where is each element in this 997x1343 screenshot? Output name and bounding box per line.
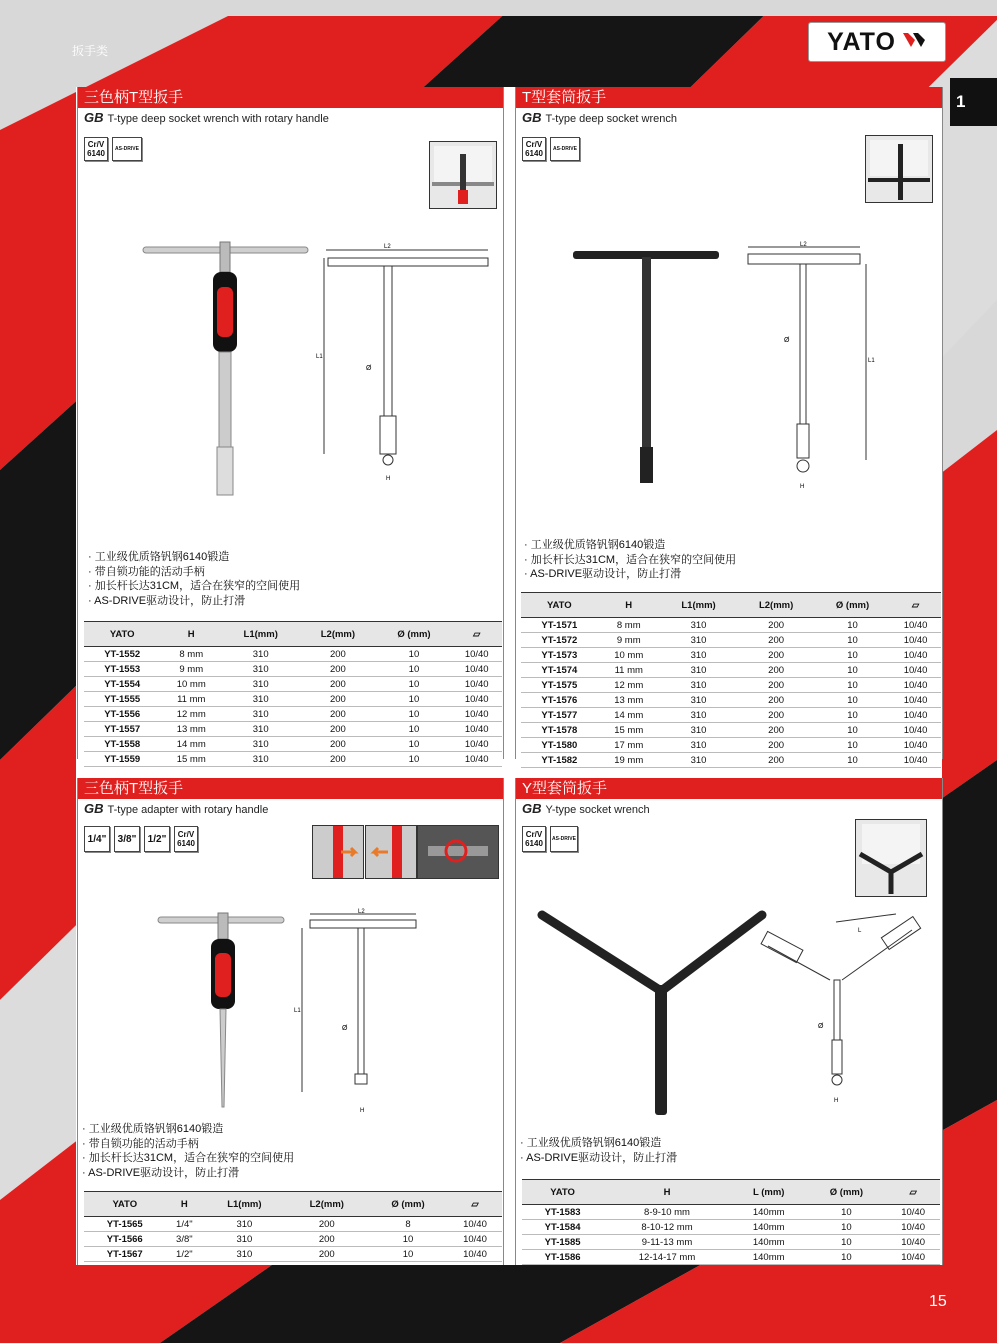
table-cell: 10 [815,738,890,753]
col-brand: YATO [521,593,598,618]
product-code: YT-1586 [522,1250,603,1265]
table-cell: 200 [737,708,815,723]
product-panel-2 [515,87,943,766]
table-row [521,708,941,723]
table-cell: 10/40 [886,1205,940,1220]
page-number: 15 [929,1293,947,1310]
table-cell: 310 [203,1232,285,1247]
product-code: YT-1574 [521,663,598,678]
table-cell: 200 [737,633,815,648]
detail-photo-3 [417,825,499,879]
table-cell: 10 [815,753,890,768]
feature-list [520,1136,677,1165]
size-badge-three-eighths: 3/8" [114,826,140,852]
as-drive-badge: AS-DRIVE [112,137,142,161]
dimension-drawing [744,242,874,492]
svg-text:L1: L1 [316,354,323,360]
table-cell: 310 [660,633,738,648]
table-cell: 10 [376,677,451,692]
table-cell: 200 [737,723,815,738]
table-cell: 12 mm [160,707,222,722]
table-cell: 10/40 [451,647,502,662]
table-cell: 310 [660,663,738,678]
dimension-drawing [296,908,426,1118]
box-icon: ▱ [886,1180,940,1205]
wrench-illustration [156,911,296,1111]
table-cell: 11 mm [160,692,222,707]
table-cell: 10/40 [890,618,941,633]
col-l: L (mm) [731,1180,807,1205]
table-cell: 10/40 [451,692,502,707]
table-cell: 10 [815,663,890,678]
feature-list [524,538,736,582]
table-row [521,648,941,663]
col-l1: L1(mm) [660,593,738,618]
svg-text:H: H [360,1108,365,1114]
crv-badge: Cr/V 6140 [522,826,546,852]
col-brand: YATO [84,622,160,647]
table-cell: 10/40 [890,633,941,648]
table-cell: 10/40 [890,648,941,663]
table-row [521,663,941,678]
dimension-drawing [318,242,498,482]
table-cell: 310 [222,677,299,692]
col-l1: L1(mm) [222,622,299,647]
table-cell: 140mm [731,1220,807,1235]
table-cell: 310 [222,692,299,707]
panel-title: 三色柄T型扳手 [78,87,503,108]
table-row [522,1250,940,1265]
table-cell: 310 [222,662,299,677]
spec-table [521,592,941,768]
table-cell: 310 [222,737,299,752]
product-code: YT-1566 [84,1232,166,1247]
feature-item: · 工业级优质铬钒钢6140锻造 [524,538,736,553]
product-code: YT-1571 [521,618,598,633]
wrench-illustration [538,905,768,1120]
product-code: YT-1553 [84,662,160,677]
table-cell: 140mm [731,1205,807,1220]
product-code: YT-1554 [84,677,160,692]
table-cell: 8-9-10 mm [603,1205,731,1220]
table-cell: 14 mm [598,708,660,723]
spec-table [84,621,502,767]
table-cell: 310 [660,753,738,768]
table-cell: 200 [299,737,376,752]
feature-item: · AS-DRIVE驱动设计，防止打滑 [88,594,300,609]
table-row [522,1235,940,1250]
table-cell: 8 mm [160,647,222,662]
gb-standard: GB [522,110,542,125]
feature-item: · AS-DRIVE驱动设计，防止打滑 [520,1151,677,1166]
table-cell: 10 [807,1250,887,1265]
table-row [521,753,941,768]
as-drive-badge: AS-DRIVE [550,826,578,852]
table-cell: 9 mm [598,633,660,648]
table-cell: 13 mm [598,693,660,708]
table-cell: 10/40 [451,737,502,752]
feature-item: · 带自锁功能的活动手柄 [82,1137,294,1152]
wrench-illustration [571,247,731,487]
panel-subtitle: T-type deep socket wrench with rotary handle [107,113,329,125]
product-code: YT-1572 [521,633,598,648]
feature-item: · 工业级优质铬钒钢6140锻造 [82,1122,294,1137]
logo-mark-icon [901,28,927,57]
table-cell: 200 [299,752,376,767]
col-h: H [598,593,660,618]
table-cell: 200 [299,722,376,737]
product-code: YT-1552 [84,647,160,662]
table-cell: 10/40 [890,693,941,708]
table-cell: 10/40 [890,723,941,738]
svg-text:L2: L2 [800,242,807,248]
product-code: YT-1575 [521,678,598,693]
table-cell: 12-14-17 mm [603,1250,731,1265]
box-icon: ▱ [451,622,502,647]
table-cell: 10 [376,662,451,677]
size-badge-half: 1/2" [144,826,170,852]
table-row [84,1217,502,1232]
svg-text:H: H [800,484,805,490]
table-row [521,618,941,633]
detail-photo-2 [365,825,417,879]
table-cell: 200 [299,707,376,722]
table-cell: 9-11-13 mm [603,1235,731,1250]
table-cell: 9 mm [160,662,222,677]
col-l1: L1(mm) [203,1192,285,1217]
table-cell: 10/40 [886,1235,940,1250]
table-cell: 200 [286,1232,368,1247]
table-row [521,693,941,708]
col-dia: Ø (mm) [376,622,451,647]
svg-text:L1: L1 [294,1008,301,1014]
col-dia: Ø (mm) [368,1192,448,1217]
table-row [521,678,941,693]
table-cell: 15 mm [160,752,222,767]
table-cell: 10/40 [451,677,502,692]
table-cell: 10/40 [886,1220,940,1235]
crv-badge: Cr/V 6140 [84,137,108,161]
table-cell: 10/40 [890,663,941,678]
table-cell: 13 mm [160,722,222,737]
chapter-tab: 1 [950,78,997,126]
table-cell: 10 [376,647,451,662]
table-cell: 10/40 [448,1232,502,1247]
table-cell: 310 [660,738,738,753]
table-cell: 15 mm [598,723,660,738]
gb-standard: GB [84,110,104,125]
table-cell: 310 [203,1247,285,1262]
table-cell: 310 [660,693,738,708]
table-cell: 10 [376,692,451,707]
page-category-label: 扳手类 [72,44,109,58]
feature-list [88,550,300,608]
feature-item: · 加长杆长达31CM，适合在狭窄的空间使用 [524,553,736,568]
product-code: YT-1573 [521,648,598,663]
table-cell: 200 [286,1247,368,1262]
product-code: YT-1556 [84,707,160,722]
svg-text:Ø: Ø [784,337,790,344]
table-cell: 200 [299,647,376,662]
table-cell: 10/40 [890,753,941,768]
product-panel-4 [515,778,943,1265]
table-cell: 200 [299,692,376,707]
table-cell: 10 [815,693,890,708]
col-l2: L2(mm) [737,593,815,618]
table-cell: 200 [286,1217,368,1232]
table-cell: 310 [660,678,738,693]
col-dia: Ø (mm) [815,593,890,618]
svg-text:Ø: Ø [342,1025,348,1032]
table-cell: 200 [299,677,376,692]
table-cell: 10 [807,1220,887,1235]
table-row [84,752,502,767]
detail-photo-1 [312,825,364,879]
table-cell: 10/40 [451,722,502,737]
table-cell: 140mm [731,1250,807,1265]
panel-title: T型套筒扳手 [516,87,942,108]
table-cell: 200 [737,693,815,708]
table-row [521,633,941,648]
svg-text:H: H [386,476,391,482]
svg-text:L2: L2 [384,244,391,250]
svg-text:Ø: Ø [818,1023,824,1030]
product-code: YT-1580 [521,738,598,753]
table-cell: 310 [222,707,299,722]
panel-title: 三色柄T型扳手 [78,778,503,799]
panel-title: Y型套筒扳手 [516,778,942,799]
product-code: YT-1565 [84,1217,166,1232]
product-photo [865,135,933,203]
brand-logo: YATO [808,22,946,62]
table-row [84,707,502,722]
product-code: YT-1555 [84,692,160,707]
table-row [84,647,502,662]
table-cell: 10/40 [448,1247,502,1262]
table-cell: 10 [815,648,890,663]
spec-table [84,1191,502,1262]
product-code: YT-1584 [522,1220,603,1235]
table-cell: 10 [368,1247,448,1262]
table-cell: 3/8" [166,1232,204,1247]
table-row [84,722,502,737]
table-cell: 310 [222,752,299,767]
table-cell: 10 [807,1235,887,1250]
feature-item: · 工业级优质铬钒钢6140锻造 [520,1136,677,1151]
product-photo [429,141,497,209]
table-cell: 10/40 [448,1217,502,1232]
col-h: H [603,1180,731,1205]
table-row [84,737,502,752]
svg-text:L: L [858,928,862,934]
col-l2: L2(mm) [299,622,376,647]
col-brand: YATO [522,1180,603,1205]
col-h: H [166,1192,204,1217]
table-row [84,662,502,677]
table-cell: 10 mm [160,677,222,692]
spec-table [522,1179,940,1265]
table-cell: 10 [815,708,890,723]
table-cell: 8 mm [598,618,660,633]
table-cell: 10 [807,1205,887,1220]
table-cell: 10/40 [451,662,502,677]
table-cell: 10/40 [886,1250,940,1265]
table-cell: 310 [222,722,299,737]
box-icon: ▱ [890,593,941,618]
svg-text:L1: L1 [868,358,875,364]
table-cell: 10/40 [451,752,502,767]
table-cell: 200 [299,662,376,677]
product-code: YT-1559 [84,752,160,767]
feature-item: · 加长杆长达31CM，适合在狭窄的空间使用 [82,1151,294,1166]
product-code: YT-1578 [521,723,598,738]
table-row [84,1247,502,1262]
table-cell: 10 [815,678,890,693]
table-cell: 310 [660,648,738,663]
product-code: YT-1582 [521,753,598,768]
table-cell: 10 [815,618,890,633]
table-cell: 19 mm [598,753,660,768]
product-code: YT-1585 [522,1235,603,1250]
table-cell: 200 [737,618,815,633]
feature-item: · 加长杆长达31CM，适合在狭窄的空间使用 [88,579,300,594]
table-cell: 8 [368,1217,448,1232]
table-cell: 10/40 [890,678,941,693]
table-cell: 14 mm [160,737,222,752]
table-row [84,677,502,692]
feature-item: · AS-DRIVE驱动设计，防止打滑 [524,567,736,582]
table-cell: 310 [660,723,738,738]
panel-subtitle: Y-type socket wrench [545,804,650,816]
product-code: YT-1577 [521,708,598,723]
product-code: YT-1567 [84,1247,166,1262]
product-code: YT-1557 [84,722,160,737]
table-cell: 200 [737,753,815,768]
table-cell: 310 [222,647,299,662]
table-cell: 310 [660,618,738,633]
table-cell: 11 mm [598,663,660,678]
table-cell: 12 mm [598,678,660,693]
wrench-illustration [138,237,318,497]
table-cell: 310 [660,708,738,723]
table-cell: 10/40 [890,738,941,753]
col-dia: Ø (mm) [807,1180,887,1205]
panel-subtitle: T-type deep socket wrench [545,113,677,125]
table-cell: 200 [737,678,815,693]
box-icon: ▱ [448,1192,502,1217]
crv-badge: Cr/V 6140 [522,137,546,161]
svg-text:Ø: Ø [366,365,372,372]
gb-standard: GB [84,801,104,816]
col-brand: YATO [84,1192,166,1217]
table-row [522,1220,940,1235]
table-cell: 8-10-12 mm [603,1220,731,1235]
table-cell: 310 [203,1217,285,1232]
dimension-drawing [756,916,926,1116]
svg-text:L2: L2 [358,909,365,915]
table-cell: 10 [368,1232,448,1247]
product-code: YT-1558 [84,737,160,752]
table-row [521,723,941,738]
table-cell: 1/4" [166,1217,204,1232]
product-panel-3 [77,778,504,1265]
panel-subtitle: T-type adapter with rotary handle [107,804,269,816]
table-cell: 10 [815,723,890,738]
product-panel-1 [77,87,504,765]
table-row [84,692,502,707]
product-photo [855,819,927,897]
svg-text:H: H [834,1098,839,1104]
table-row [522,1205,940,1220]
product-code: YT-1583 [522,1205,603,1220]
table-cell: 1/2" [166,1247,204,1262]
as-drive-badge: AS-DRIVE [550,137,580,161]
table-row [84,1232,502,1247]
gb-standard: GB [522,801,542,816]
table-cell: 10 [376,722,451,737]
table-cell: 10 [815,633,890,648]
table-cell: 10 [376,752,451,767]
feature-item: · 带自锁功能的活动手柄 [88,565,300,580]
product-code: YT-1576 [521,693,598,708]
table-cell: 200 [737,738,815,753]
size-badge-quarter: 1/4" [84,826,110,852]
table-cell: 17 mm [598,738,660,753]
crv-badge: Cr/V 6140 [174,826,198,852]
table-cell: 10 mm [598,648,660,663]
table-cell: 10 [376,707,451,722]
feature-list [82,1122,294,1180]
col-h: H [160,622,222,647]
table-cell: 200 [737,648,815,663]
feature-item: · AS-DRIVE驱动设计，防止打滑 [82,1166,294,1181]
col-l2: L2(mm) [286,1192,368,1217]
feature-item: · 工业级优质铬钒钢6140锻造 [88,550,300,565]
table-row [521,738,941,753]
table-cell: 200 [737,663,815,678]
table-cell: 10 [376,737,451,752]
table-cell: 10/40 [890,708,941,723]
table-cell: 10/40 [451,707,502,722]
table-cell: 140mm [731,1235,807,1250]
